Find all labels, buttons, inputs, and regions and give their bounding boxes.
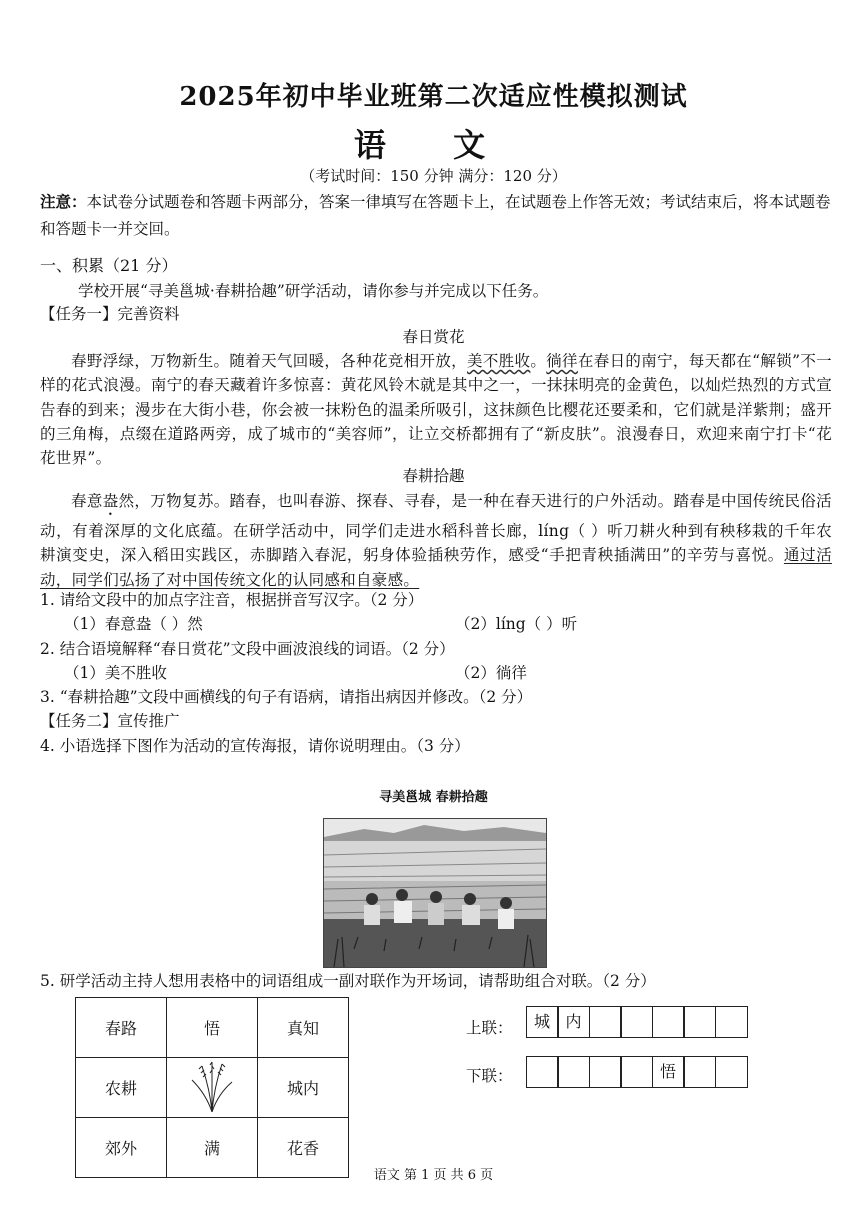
answer-box[interactable] <box>683 1056 716 1088</box>
poster-title: 寻美邕城 春耕拾趣 <box>379 790 488 805</box>
question-2: 2. 结合语境解释“春日赏花”文段中画波浪线的词语。（2 分） <box>40 640 455 658</box>
lower-couplet-boxes <box>527 1056 748 1088</box>
table-cell: 花香 <box>258 1118 349 1178</box>
passage2 <box>40 489 832 592</box>
answer-box[interactable] <box>526 1056 559 1088</box>
upper-couplet-label: 上联： <box>466 1019 513 1037</box>
question-3: 3. “春耕拾趣”文段中画横线的句子有语病，请指出病因并修改。（2 分） <box>40 688 533 706</box>
question-4: 4. 小语选择下图作为活动的宣传海报，请你说明理由。（3 分） <box>40 737 470 755</box>
answer-box[interactable] <box>557 1056 590 1088</box>
poster-image <box>323 818 547 968</box>
couplet-word-table <box>75 997 349 1178</box>
question-1-part-2: （2）líng（ ）听 <box>455 615 578 633</box>
wavy-word-1: 美不胜收 <box>467 352 531 370</box>
table-cell: 城内 <box>258 1058 349 1118</box>
table-cell: 悟 <box>167 998 258 1058</box>
wavy-word-2: 徜徉 <box>546 352 578 370</box>
passage2-title: 春耕拾趣 <box>402 467 465 485</box>
notice-label: 注意： <box>40 192 87 211</box>
answer-box[interactable]: 内 <box>557 1006 590 1038</box>
notice <box>40 188 832 243</box>
page-footer: 语文 第 1 页 共 6 页 <box>373 1168 494 1183</box>
answer-box[interactable]: 悟 <box>652 1056 685 1088</box>
answer-box[interactable] <box>589 1056 622 1088</box>
passage2-text-b: 然，万物复苏。踏春，也叫春游、探春、寻春，是一种在春天进行的户外活动。踏春是中国传统民俗活动，有着深厚的文化底蕴。在研学活动中，同学们走进水稻科普长廊，líng（ ）听刀耕火种到有秧移栽的千年农耕演变史，深入稻田实践区，赤脚踏入春泥，躬身体验插秧劳作，感受“手把青秧插满田”的辛劳与喜悦。 <box>40 492 832 565</box>
question-2-part-2: （2）徜徉 <box>455 664 527 682</box>
exam-title: 2025年初中毕业班第二次适应性模拟测试 <box>179 82 688 112</box>
answer-box[interactable] <box>589 1006 622 1038</box>
section-intro: 学校开展“寻美邕城·春耕拾趣”研学活动，请你参与并完成以下任务。 <box>78 282 549 300</box>
section-heading: 一、积累（21 分） <box>40 256 178 275</box>
exam-info: （考试时间：150 分钟 满分：120 分） <box>300 167 567 185</box>
answer-box[interactable] <box>620 1056 653 1088</box>
answer-box[interactable] <box>683 1006 716 1038</box>
rice-field-illustration <box>324 819 546 967</box>
table-cell: 春路 <box>76 998 167 1058</box>
passage1-title: 春日赏花 <box>402 328 465 346</box>
answer-box[interactable] <box>715 1056 748 1088</box>
answer-box[interactable] <box>620 1006 653 1038</box>
question-1-part-1: （1）春意盎（ ）然 <box>64 615 203 633</box>
table-cell: 真知 <box>258 998 349 1058</box>
passage2-text-a: 春意 <box>71 492 103 510</box>
passage1-text-a: 春野浮绿，万物新生。随着天气回暖，各种花竞相开放， <box>71 352 467 370</box>
passage1-text-c: 在春日的南宁，每天都在“解锁”不一样的花式浪漫。南宁的春天藏着许多惊喜：黄花风铃木就是其中之一，一抹抹明亮的金黄色，以灿烂热烈的方式宣告春的到来；漫步在大街小巷，你会被一抹粉色的温柔所吸引，这抹颜色比樱花还要柔和，它们就是洋紫荆；盛开的三角梅，点缀在道路两旁，成了城市的“美容师”，让立交桥都拥有了“新皮肤”。浪漫春日，欢迎来南宁打卡“花花世界”。 <box>40 352 832 468</box>
answer-box[interactable]: 城 <box>526 1006 559 1038</box>
task2-heading: 【任务二】宣传推广 <box>40 712 180 730</box>
notice-text: 本试卷分试题卷和答题卡两部分，答案一律填写在答题卡上，在试题卷上作答无效；考试结束后，将本试题卷和答题卡一并交回。 <box>40 193 831 238</box>
answer-box[interactable] <box>652 1006 685 1038</box>
table-cell: 郊外 <box>76 1118 167 1178</box>
question-5: 5. 研学活动主持人想用表格中的词语组成一副对联作为开场词，请帮助组合对联。（2 分） <box>40 972 656 990</box>
answer-box[interactable] <box>715 1006 748 1038</box>
question-1: 1. 请给文段中的加点字注音，根据拼音写汉字。（2 分） <box>40 591 424 609</box>
underlined-sentence: 通过活动，同学们弘扬了对中国传统文化的认同感和自豪感。 <box>40 546 833 589</box>
question-2-part-1: （1）美不胜收 <box>64 664 167 682</box>
dotted-char: 盎 <box>102 492 119 510</box>
task1-heading: 【任务一】完善资料 <box>40 305 180 323</box>
reed-icon <box>167 1058 258 1118</box>
subject-title: 语 文 <box>353 126 514 164</box>
upper-couplet-boxes <box>527 1006 748 1038</box>
passage1-text-b: 。 <box>530 352 547 370</box>
lower-couplet-label: 下联： <box>466 1067 513 1085</box>
passage1 <box>40 349 832 470</box>
table-cell: 农耕 <box>76 1058 167 1118</box>
table-cell: 满 <box>167 1118 258 1178</box>
